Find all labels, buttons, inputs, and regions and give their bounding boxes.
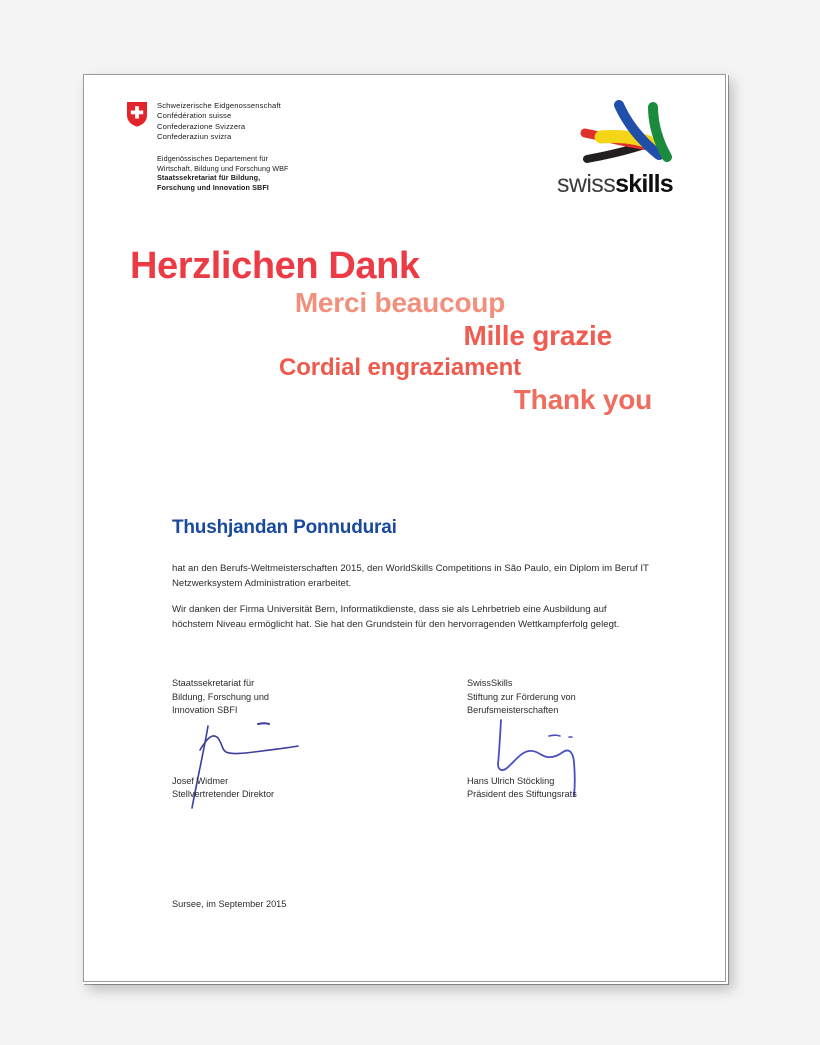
thanks-italian: Mille grazie bbox=[463, 320, 612, 351]
conf-line-fr: Confédération suisse bbox=[157, 111, 232, 121]
thanks-english: Thank you bbox=[513, 384, 652, 415]
signature-block-left bbox=[172, 677, 402, 802]
body-paragraph-2: Wir danken der Firma Universität Bern, Informatikdienste, dass sie als Lehrbetrieb eine Ausbildung auf höchstem Niveau ermöglicht hat. Sie hat den Grundstein für den hervorragenden Wettkampferfolg gelegt. bbox=[172, 604, 620, 630]
certificate-page bbox=[83, 74, 726, 982]
dept-line-2: Wirtschaft, Bildung und Forschung WBF bbox=[157, 163, 289, 173]
swissskills-swoosh-icon bbox=[579, 97, 687, 171]
sig-right-org-line-3: Berufsmeisterschaften bbox=[467, 705, 559, 716]
sig-left-org-line-3: Innovation SBFI bbox=[172, 705, 238, 716]
confederation-names bbox=[157, 101, 281, 143]
conf-line-de: Schweizerische Eidgenossenschaft bbox=[157, 101, 281, 110]
sig-left-space bbox=[172, 718, 402, 775]
wordmark-swiss: swiss bbox=[557, 170, 616, 198]
dept-line-4: Forschung und Innovation SBFI bbox=[157, 182, 269, 192]
place-and-date: Sursee, im September 2015 bbox=[172, 899, 287, 909]
swissskills-logo bbox=[557, 97, 689, 197]
swiss-shield-icon bbox=[126, 101, 148, 127]
dept-line-1: Eidgenössisches Departement für bbox=[157, 154, 268, 163]
department-block bbox=[157, 154, 289, 192]
thanks-german: Herzlichen Dank bbox=[130, 245, 420, 287]
sig-left-name: Josef Widmer bbox=[172, 775, 229, 786]
body-paragraph-1: hat an den Berufs-Weltmeisterschaften 2015, den WorldSkills Competitions in São Paulo, ein Diplom im Beruf IT Netzwerksystem Administration erarbeitet. bbox=[172, 563, 649, 589]
conf-line-it: Confederazione Svizzera bbox=[157, 121, 246, 131]
sig-right-org-line-2: Stiftung zur Förderung von bbox=[467, 691, 576, 702]
conf-line-rm: Confederaziun svizra bbox=[157, 132, 232, 142]
sig-left-org-line-1: Staatssekretariat für bbox=[172, 678, 255, 688]
sig-right-org-line-1: SwissSkills bbox=[467, 678, 513, 688]
wordmark-skills: skills bbox=[615, 170, 673, 198]
thanks-french: Merci beaucoup bbox=[294, 287, 506, 318]
sig-left-role: Stellvertretender Direktor bbox=[172, 789, 275, 800]
sig-left-org-line-2: Bildung, Forschung und bbox=[172, 691, 270, 702]
thanks-romansh: Cordial engraziament bbox=[278, 354, 522, 381]
swissskills-wordmark bbox=[557, 171, 673, 197]
certificate-header bbox=[84, 75, 725, 215]
signature-block-right bbox=[467, 677, 697, 802]
swiss-confederation-lockup bbox=[126, 101, 281, 143]
sig-right-space bbox=[467, 718, 697, 775]
recipient-name: Thushjandan Ponnudurai bbox=[172, 517, 397, 538]
thank-you-headings bbox=[130, 247, 670, 414]
dept-line-3: Staatssekretariat für Bildung, bbox=[157, 173, 261, 183]
sig-right-role: Präsident des Stiftungsrats bbox=[467, 789, 577, 800]
sig-right-name: Hans Ulrich Stöckling bbox=[467, 775, 555, 786]
